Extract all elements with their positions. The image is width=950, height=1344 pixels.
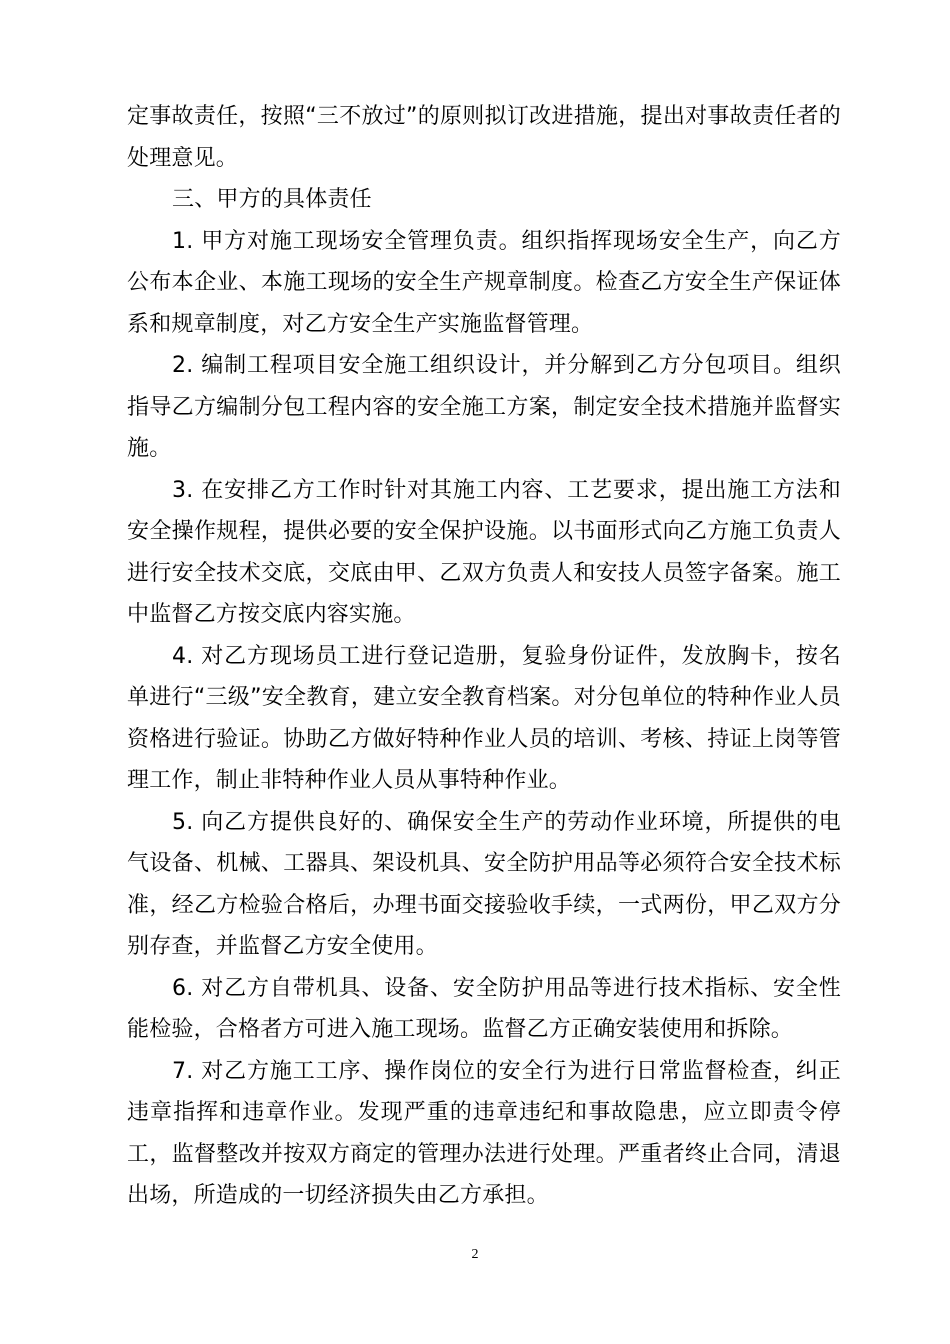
clause-6: 6. 对乙方自带机具、设备、安全防护用品等进行技术指标、安全性能检验，合格者方可进入施工现场。监督乙方正确安装使用和拆除。 xyxy=(127,975,841,1042)
clause-2: 2. 编制工程项目安全施工组织设计，并分解到乙方分包项目。组织指导乙方编制分包工程内容的安全施工方案，制定安全技术措施并监督实施。 xyxy=(127,353,841,461)
page-number: 2 xyxy=(471,1247,479,1262)
clause-7: 7. 对乙方施工工序、操作岗位的安全行为进行日常监督检查，纠正违章指挥和违章作业。发现严重的违章违纪和事故隐患，应立即责令停工，监督整改并按双方商定的管理办法进行处理。严重者终止合同，清退出场，所造成的一切经济损失由乙方承担。 xyxy=(127,1058,841,1208)
document-body xyxy=(127,96,841,1217)
clause-5: 5. 向乙方提供良好的、确保安全生产的劳动作业环境，所提供的电气设备、机械、工器具、架设机具、安全防护用品等必须符合安全技术标准，经乙方检验合格后，办理书面交接验收手续，一式两份，甲乙双方分别存查，并监督乙方安全使用。 xyxy=(127,809,841,959)
clause-1: 1. 甲方对施工现场安全管理负责。组织指挥现场安全生产，向乙方公布本企业、本施工现场的安全生产规章制度。检查乙方安全生产保证体系和规章制度，对乙方安全生产实施监督管理。 xyxy=(127,228,841,337)
clause-4: 4. 对乙方现场员工进行登记造册，复验身份证件，发放胸卡，按名单进行“三级”安全教育，建立安全教育档案。对分包单位的特种作业人员资格进行验证。协助乙方做好特种作业人员的培训、考核、持证上岗等管理工作，制止非特种作业人员从事特种作业。 xyxy=(127,643,841,793)
paragraph-continuation: 定事故责任，按照“三不放过”的原则拟订改进措施，提出对事故责任者的处理意见。 xyxy=(127,104,841,171)
section-heading: 三、甲方的具体责任 xyxy=(172,187,372,212)
clause-3: 3. 在安排乙方工作时针对其施工内容、工艺要求，提出施工方法和安全操作规程，提供必要的安全保护设施。以书面形式向乙方施工负责人进行安全技术交底，交底由甲、乙双方负责人和安技人员签字备案。施工中监督乙方按交底内容实施。 xyxy=(127,477,841,627)
